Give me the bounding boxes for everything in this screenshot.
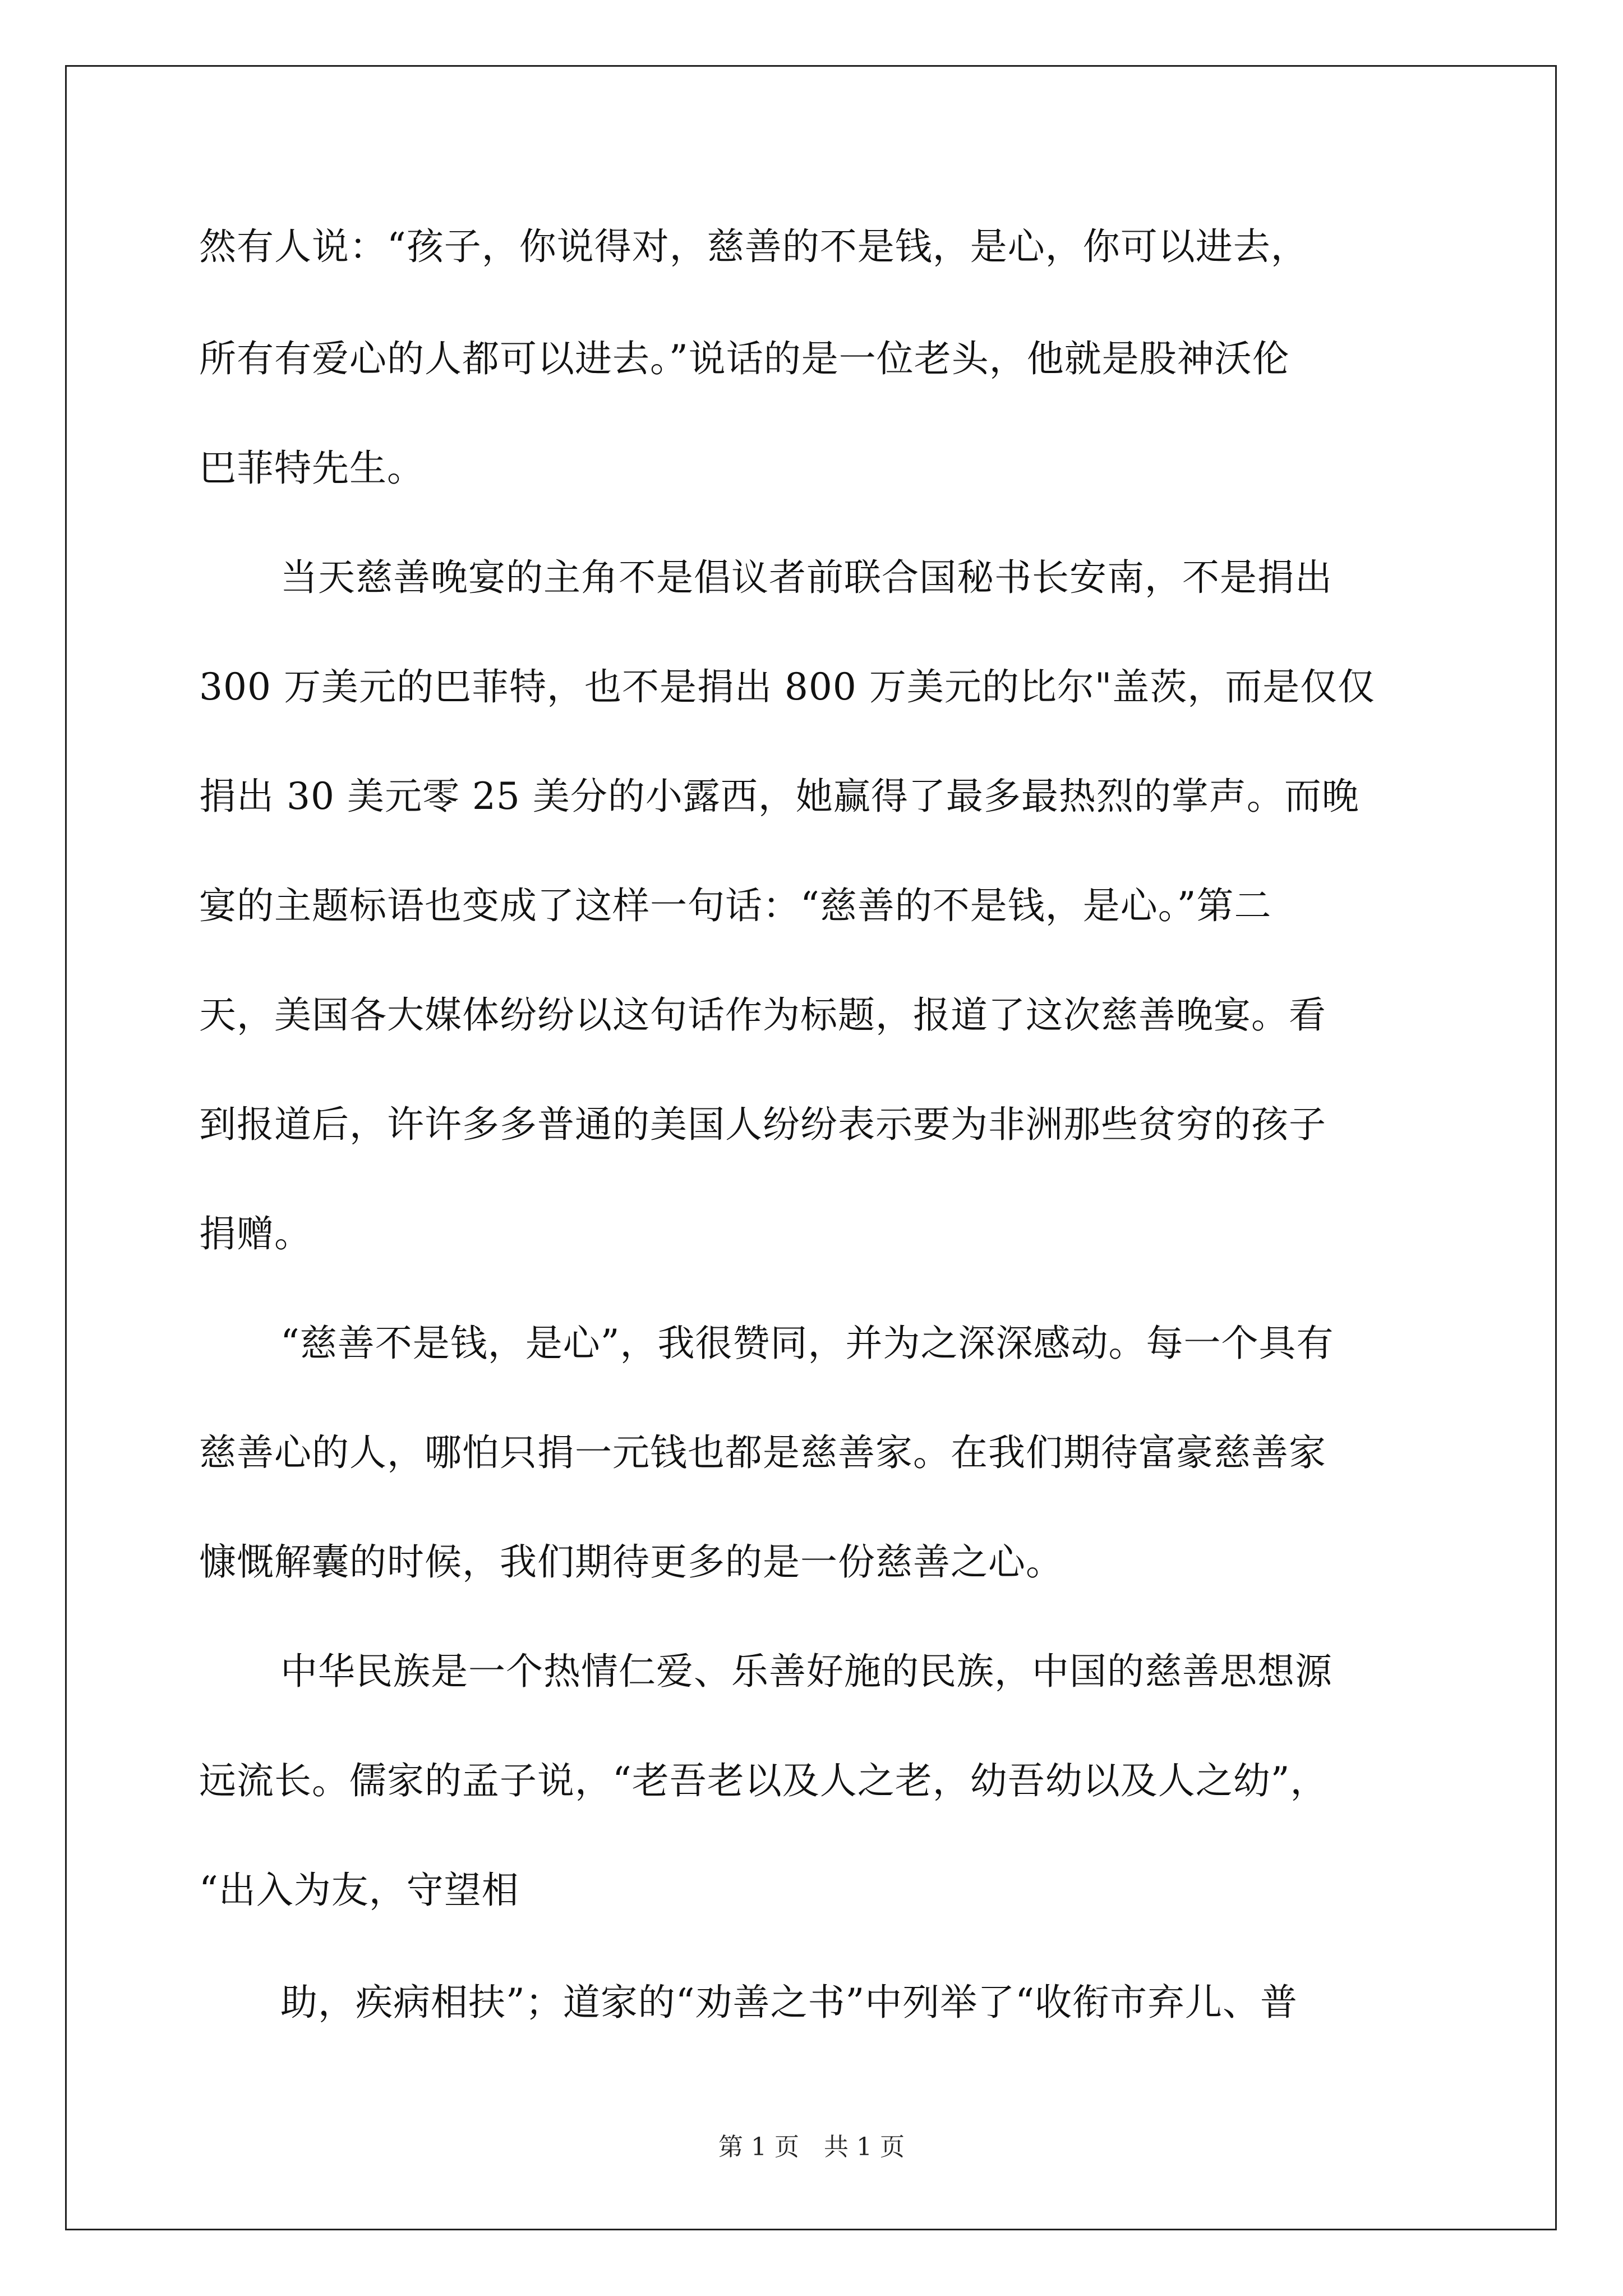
text-line-5: 300 万美元的巴菲特，也不是捐出 800 万美元的比尔"盖茨，而是仅仅 (199, 665, 1376, 708)
text-line-1: 然有人说：“孩子，你说得对，慈善的不是钱，是心，你可以进去， (199, 225, 1308, 268)
text-line-17: 助，疾病相扶”；道家的“劝善之书”中列举了“收衔市弃儿、普 (280, 1981, 1298, 2024)
text-line-11: “慈善不是钱，是心”，我很赞同，并为之深深感动。每一个具有 (280, 1322, 1334, 1365)
text-line-6: 捐出 30 美元零 25 美分的小露西，她赢得了最多最热烈的掌声。而晚 (199, 775, 1359, 818)
text-line-4: 当天慈善晚宴的主角不是倡议者前联合国秘书长安南，不是捐出 (280, 556, 1332, 599)
text-line-2: 所有有爱心的人都可以进去。”说话的是一位老头，他就是股神沃伦 (199, 337, 1290, 380)
text-line-15: 远流长。儒家的孟子说，“老吾老以及人之老，幼吾幼以及人之幼”， (199, 1759, 1328, 1802)
text-line-14: 中华民族是一个热情仁爱、乐善好施的民族，中国的慈善思想源 (280, 1650, 1332, 1693)
text-line-10: 捐赠。 (199, 1212, 312, 1255)
text-line-16: “出入为友，守望相 (199, 1869, 519, 1912)
text-line-3: 巴菲特先生。 (199, 447, 425, 490)
text-line-13: 慷慨解囊的时候，我们期待更多的是一份慈善之心。 (199, 1540, 1063, 1584)
page-number-footer: 第 1 页 共 1 页 (718, 2133, 905, 2161)
text-line-9: 到报道后，许许多多普通的美国人纷纷表示要为非洲那些贫穷的孩子 (199, 1103, 1326, 1146)
text-line-7: 宴的主题标语也变成了这样一句话：“慈善的不是钱，是心。”第二 (199, 884, 1272, 927)
text-line-12: 慈善心的人，哪怕只捐一元钱也都是慈善家。在我们期待富豪慈善家 (199, 1431, 1326, 1474)
text-line-8: 天，美国各大媒体纷纷以这句话作为标题，报道了这次慈善晚宴。看 (199, 993, 1326, 1037)
